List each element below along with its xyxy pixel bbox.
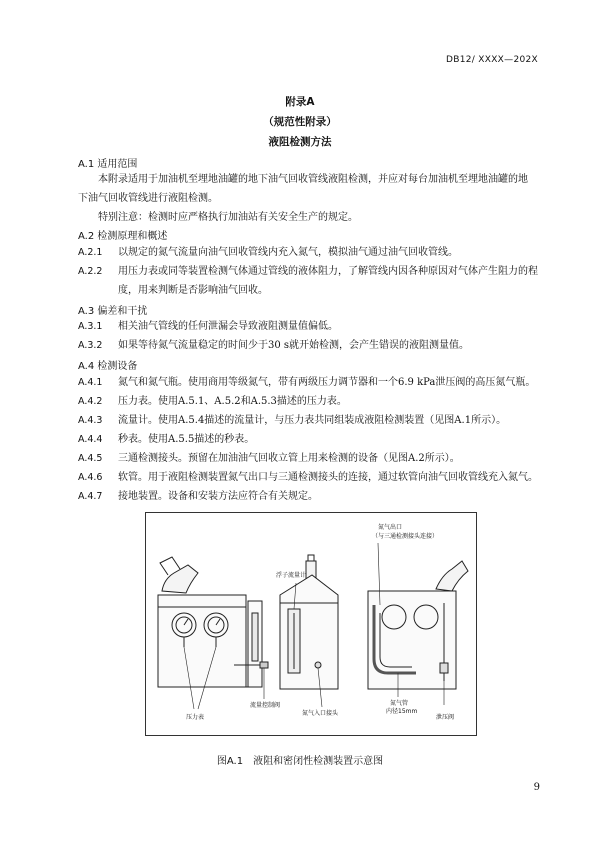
label-relief-valve: 泄压阀 — [436, 714, 455, 721]
label-tube-diameter: 内径15mm — [386, 708, 418, 715]
label-pressure-gauge: 压力表 — [186, 714, 205, 721]
flow-control-valve-icon — [260, 662, 268, 668]
appendix-title: 附录A — [285, 96, 315, 108]
item-text: 相关油气管线的任何泄漏会导致液阻测量值偏低。 — [118, 321, 338, 332]
list-item — [78, 317, 538, 336]
item-number: A.2.1 — [78, 247, 103, 258]
list-item — [78, 430, 538, 449]
list-item — [78, 373, 538, 392]
appendix-subtitle: （规范性附录） — [263, 116, 337, 128]
section-a1-body — [78, 170, 534, 227]
nitrogen-inlet-icon — [315, 662, 321, 668]
relief-valve-icon — [440, 663, 448, 673]
device-diagram-svg — [146, 513, 476, 735]
pressure-gauge-unit — [158, 557, 268, 687]
item-text: 氮气和氮气瓶。使用商用等级氮气，带有两级压力调节器和一个6.9 kPa泄压阀的高压氮气瓶。 — [118, 377, 536, 388]
paragraph: 本附录适用于加油机至埋地油罐的地下油气回收管线液阻检测，并应对每台加油机至埋地油罐的地下油气回收管线进行液阻检测。 — [78, 174, 528, 204]
item-text: 秒表。使用A.5.5描述的秒表。 — [118, 434, 255, 445]
list-item — [78, 243, 538, 262]
label-flow-control-valve: 流量控制阀 — [250, 702, 281, 709]
item-text: 以规定的氮气流量向油气回收管线内充入氮气，模拟油气通过油气回收管线。 — [118, 247, 458, 258]
list-item — [78, 392, 538, 411]
item-text: 用压力表或同等装置检测气体通过管线的液体阻力，了解管线内因各种原因对气体产生阻力的程度，用来判断是否影响油气回收。 — [118, 266, 538, 296]
label-nitrogen-tube: 氮气管 — [390, 700, 409, 707]
float-meter-tube — [252, 613, 258, 661]
item-number: A.4.6 — [78, 472, 103, 483]
item-text: 三通检测接头。预留在加油油气回收立管上用来检测的设备（见图A.2所示）。 — [118, 453, 460, 464]
list-item — [78, 336, 538, 355]
item-number: A.4.5 — [78, 453, 103, 464]
section-heading-a2: A.2 检测原理和概述 — [78, 231, 168, 242]
item-number: A.3.1 — [78, 321, 103, 332]
item-number: A.4.1 — [78, 377, 103, 388]
list-item — [78, 262, 538, 300]
item-text: 如果等待氮气流量稳定的时间少于30 s就开始检测，会产生错误的液阻测量值。 — [118, 340, 470, 351]
item-number: A.4.3 — [78, 415, 103, 426]
label-nitrogen-inlet: 氮气入口接头 — [302, 710, 339, 717]
section-heading-a1: A.1 适用范围 — [78, 159, 138, 170]
list-item — [78, 487, 538, 506]
item-text: 压力表。使用A.5.1、A.5.2和A.5.3描述的压力表。 — [118, 396, 347, 407]
item-text: 流量计。使用A.5.4描述的流量计，与压力表共同组装成液阻检测装置（见图A.1所示）。 — [118, 415, 507, 426]
item-number: A.2.2 — [78, 266, 103, 277]
item-number: A.4.7 — [78, 491, 103, 502]
device-diagram — [145, 512, 477, 736]
list-item — [78, 449, 538, 468]
list-item — [78, 411, 538, 430]
item-text: 接地装置。设备和安装方法应符合有关规定。 — [118, 491, 318, 502]
section-heading-a3: A.3 偏差和干扰 — [78, 306, 148, 317]
figure-caption: 图A.1 液阻和密闭性检测装置示意图 — [216, 756, 384, 767]
page-number: 9 — [533, 782, 540, 793]
label-nitrogen-outlet-note: （与三通检测接头连接） — [372, 533, 439, 540]
back-view-unit — [368, 561, 468, 689]
document-code: DB12/ XXXX—202X — [446, 55, 538, 65]
label-nitrogen-outlet: 氮气出口 — [378, 524, 403, 531]
item-number: A.4.4 — [78, 434, 103, 445]
section-heading-a4: A.4 检测设备 — [78, 361, 138, 372]
item-number: A.4.2 — [78, 396, 103, 407]
item-number: A.3.2 — [78, 340, 103, 351]
paragraph: 特别注意：检测时应严格执行加油站有关安全生产的规定。 — [98, 212, 358, 223]
label-float-meter: 浮子流量计 — [276, 572, 307, 579]
item-text: 软管。用于液阻检测装置氮气出口与三通检测接头的连接，通过软管向油气回收管线充入氮气。 — [118, 472, 538, 483]
appendix-heading: 液阻检测方法 — [268, 136, 332, 148]
list-item — [78, 468, 538, 487]
